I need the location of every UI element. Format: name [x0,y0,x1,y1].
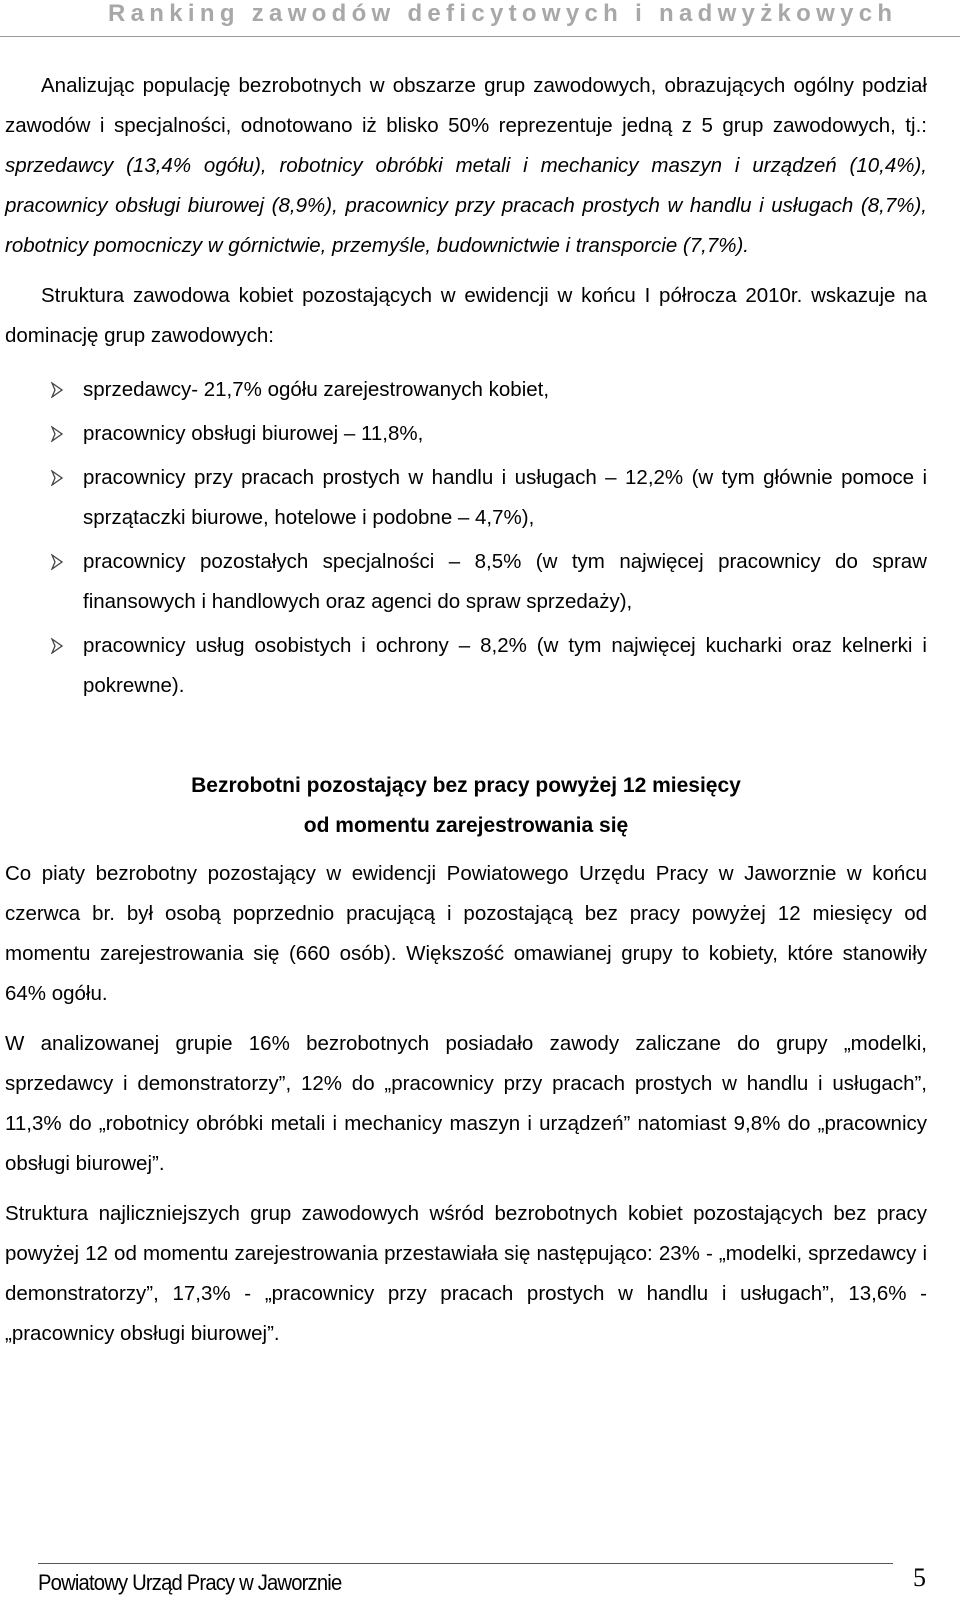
list-item [5,626,927,706]
intro-italic-text: sprzedawcy (13,4% ogółu), robotnicy obróbki metali i mechanicy maszyn i urządzeń (10,4%), pracownicy obsługi biurowej (8,9%), pracownicy przy pracach prostych w handlu i usługach (8,7%), robotnicy pomocniczy w górnictwie, przemyśle, budownictwie i transporcie (7,7%). [5,154,927,257]
long-term-paragraph-1: Co piaty bezrobotny pozostający w ewidencji Powiatowego Urzędu Pracy w Jaworznie w końcu czerwca br. był osobą poprzednio pracującą i pozostającą bez pracy powyżej 12 miesięcy od momentu zarejestrowania się (660 osób). Większość omawianej grupy to kobiety, które stanowiły 64% ogółu. [5,862,927,1005]
header-title: Ranking zawodów deficytowych i nadwyżkowych [108,0,898,27]
intro-text: Analizując populację bezrobotnych w obszarze grup zawodowych, obrazujących ogólny podział zawodów i specjalności, odnotowano iż blisko 50% reprezentuje jedną z 5 grup zawodowych, tj.: [5,74,927,137]
footer-organization: Powiatowy Urząd Pracy w Jaworznie [38,1570,342,1595]
intro-paragraph [5,66,927,266]
women-occupation-list [5,370,927,706]
list-item [5,370,927,410]
women-structure-paragraph: Struktura zawodowa kobiet pozostających w ewidencji w końcu I półrocza 2010r. wskazuje na dominację grup zawodowych: [5,284,927,347]
list-item [5,414,927,454]
section-heading-line2: od momentu zarejestrowania się [303,814,629,837]
long-term-paragraph-2: W analizowanej grupie 16% bezrobotnych posiadało zawody zaliczane do grupy „modelki, sprzedawcy i demonstratorzy”, 12% do „pracownicy przy pracach prostych w handlu i usługach”, 11,3% do „robotnicy obróbki metali i mechanicy maszyn i urządzeń” natomiast 9,8% do „pracownicy obsługi biurowej”. [5,1032,927,1175]
arrow-bullet-icon [50,470,64,486]
list-item-text: pracownicy przy pracach prostych w handlu i usługach – 12,2% (w tym głównie pomoce i sprzątaczki biurowe, hotelowe i podobne – 4,7%), [83,466,927,529]
long-term-paragraph-3: Struktura najliczniejszych grup zawodowych wśród bezrobotnych kobiet pozostających bez pracy powyżej 12 od momentu zarejestrowania przestawiała się następująco: 23% - „modelki, sprzedawcy i demonstratorzy”, 17,3% - „pracownicy przy pracach prostych w handlu i usługach”, 13,6% - „pracownicy obsługi biurowej”. [5,1202,927,1345]
document-body [5,66,927,1354]
list-item [5,542,927,622]
list-item [5,458,927,538]
list-item-text: pracownicy usług osobistych i ochrony – 8,2% (w tym najwięcej kucharki oraz kelnerki i pokrewne). [83,634,927,697]
arrow-bullet-icon [50,426,64,442]
page-header [0,0,960,37]
section-heading-line1: Bezrobotni pozostający bez pracy powyżej 12 miesięcy [191,774,741,797]
footer-divider [38,1563,893,1564]
arrow-bullet-icon [50,554,64,570]
page-number: 5 [913,1563,926,1592]
list-item-text: sprzedawcy- 21,7% ogółu zarejestrowanych kobiet, [83,378,550,401]
section-heading [5,766,927,846]
list-item-text: pracownicy obsługi biurowej – 11,8%, [83,422,424,445]
arrow-bullet-icon [50,382,64,398]
list-item-text: pracownicy pozostałych specjalności – 8,5% (w tym najwięcej pracownicy do spraw finansowych i handlowych oraz agenci do spraw sprzedaży), [83,550,927,613]
arrow-bullet-icon [50,638,64,654]
